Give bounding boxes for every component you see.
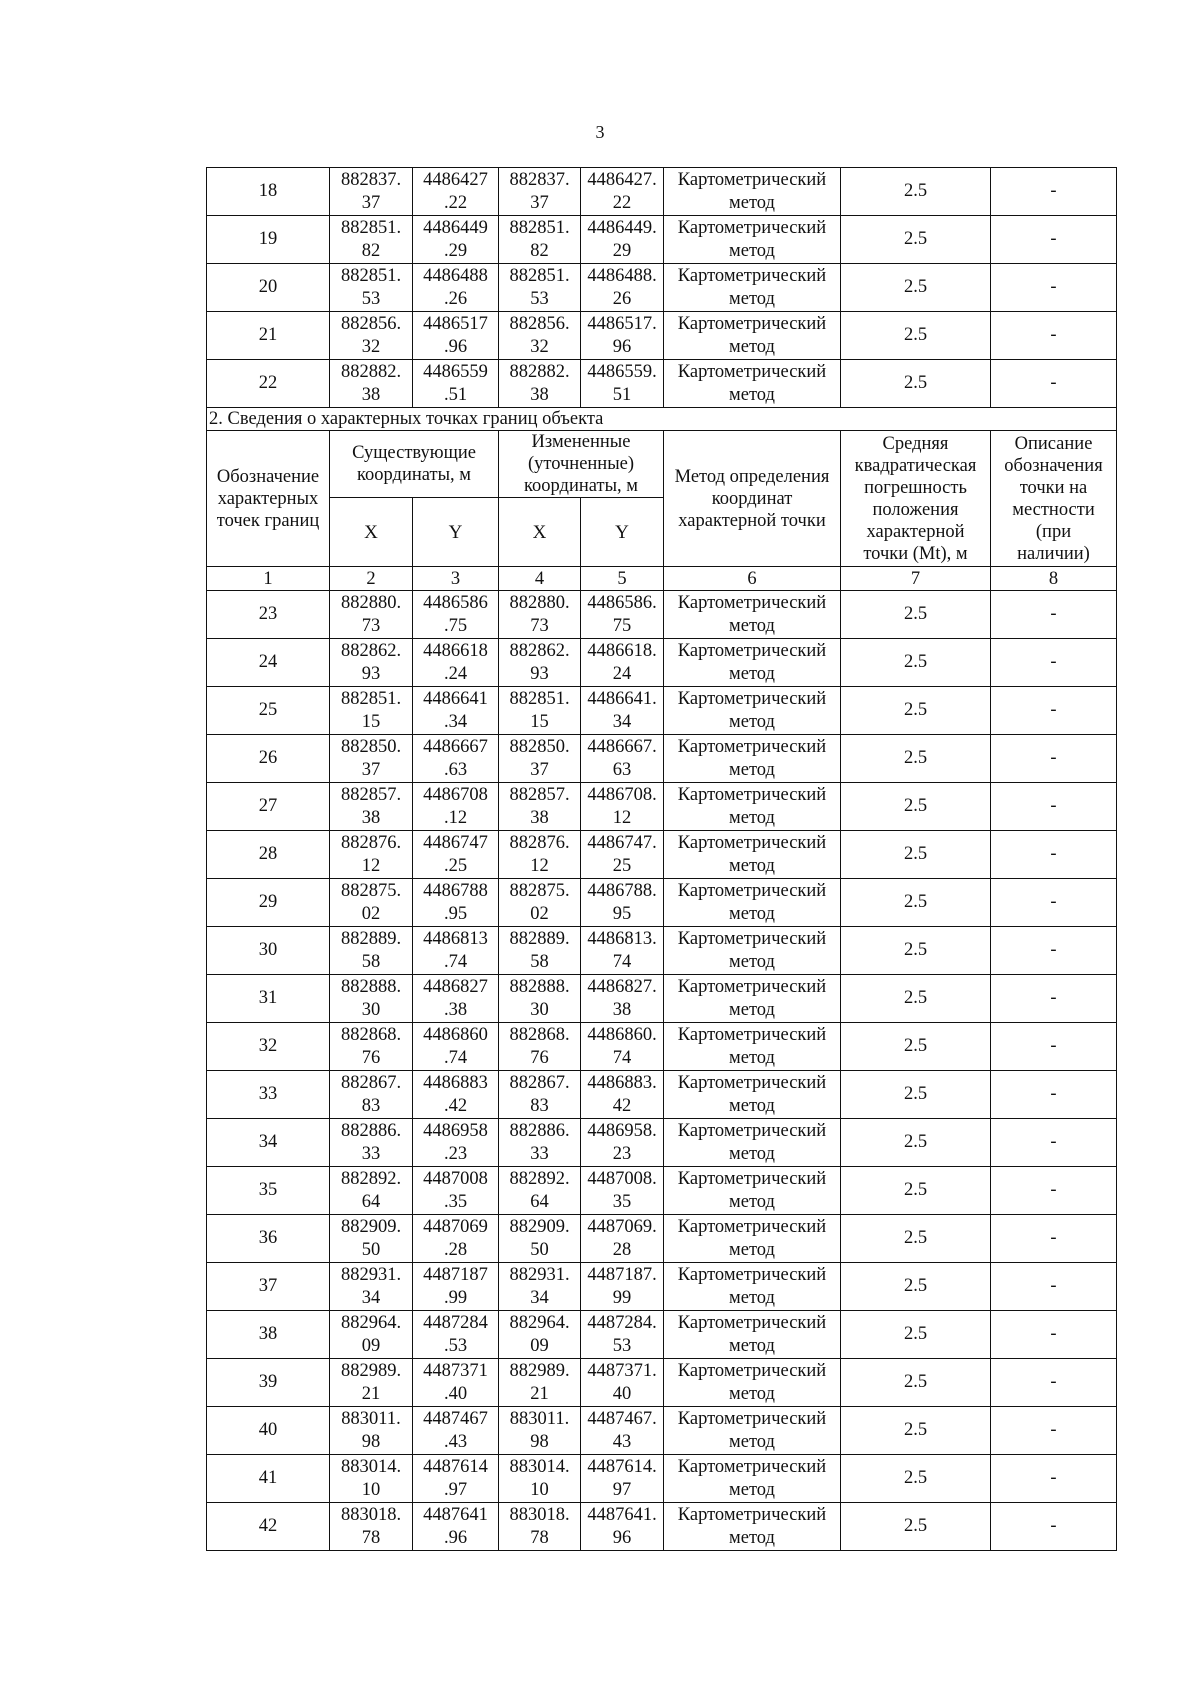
- method-cell: Картометрический метод: [664, 1215, 841, 1263]
- existing-x-cell: 882880. 73: [330, 591, 413, 639]
- column-number: 1: [207, 567, 330, 591]
- description-cell: -: [991, 360, 1117, 408]
- description-cell: -: [991, 1503, 1117, 1551]
- table-row: [207, 1023, 1117, 1071]
- existing-y-cell: 4487641 .96: [413, 1503, 499, 1551]
- existing-x-cell: 882964. 09: [330, 1311, 413, 1359]
- mt-cell: 2.5: [841, 1071, 991, 1119]
- existing-x-cell: 882867. 83: [330, 1071, 413, 1119]
- method-cell: Картометрический метод: [664, 975, 841, 1023]
- existing-x-cell: 882837. 37: [330, 168, 413, 216]
- changed-y-cell: 4486559. 51: [581, 360, 664, 408]
- method-cell: Картометрический метод: [664, 264, 841, 312]
- table-row: [207, 831, 1117, 879]
- header-mean-square-error: Средняя квадратическая погрешность положения характерной точки (Mt), м: [841, 431, 991, 567]
- changed-x-cell: 882867. 83: [499, 1071, 581, 1119]
- header-existing-coordinates: Существующие координаты, м: [330, 431, 499, 498]
- changed-x-cell: 883011. 98: [499, 1407, 581, 1455]
- existing-y-cell: 4487284 .53: [413, 1311, 499, 1359]
- existing-y-cell: 4486827 .38: [413, 975, 499, 1023]
- description-cell: -: [991, 927, 1117, 975]
- changed-y-cell: 4486958. 23: [581, 1119, 664, 1167]
- table-row: [207, 1359, 1117, 1407]
- header-changed-coordinates: Измененные (уточненные) координаты, м: [499, 431, 664, 498]
- existing-y-cell: 4486708 .12: [413, 783, 499, 831]
- method-cell: Картометрический метод: [664, 879, 841, 927]
- point-number: 28: [207, 831, 330, 879]
- changed-x-cell: 882888. 30: [499, 975, 581, 1023]
- existing-y-cell: 4486641 .34: [413, 687, 499, 735]
- description-cell: -: [991, 1311, 1117, 1359]
- description-cell: -: [991, 1455, 1117, 1503]
- point-number: 40: [207, 1407, 330, 1455]
- header-method: Метод определения координат характерной точки: [664, 431, 841, 567]
- changed-y-cell: 4487187. 99: [581, 1263, 664, 1311]
- existing-y-cell: 4487371 .40: [413, 1359, 499, 1407]
- table-row: [207, 687, 1117, 735]
- mt-cell: 2.5: [841, 1407, 991, 1455]
- mt-cell: 2.5: [841, 360, 991, 408]
- changed-x-cell: 882856. 32: [499, 312, 581, 360]
- existing-x-cell: 882882. 38: [330, 360, 413, 408]
- existing-x-cell: 882862. 93: [330, 639, 413, 687]
- changed-x-cell: 882909. 50: [499, 1215, 581, 1263]
- existing-y-cell: 4486860 .74: [413, 1023, 499, 1071]
- mt-cell: 2.5: [841, 1119, 991, 1167]
- table-row: [207, 1455, 1117, 1503]
- existing-x-cell: 882850. 37: [330, 735, 413, 783]
- table-row: [207, 783, 1117, 831]
- changed-x-cell: 883014. 10: [499, 1455, 581, 1503]
- boundary-points-table: [206, 167, 1117, 1551]
- existing-y-cell: 4486488 .26: [413, 264, 499, 312]
- method-cell: Картометрический метод: [664, 312, 841, 360]
- changed-x-cell: 882862. 93: [499, 639, 581, 687]
- point-number: 26: [207, 735, 330, 783]
- column-number: 7: [841, 567, 991, 591]
- mt-cell: 2.5: [841, 687, 991, 735]
- table-row: [207, 216, 1117, 264]
- boundary-rows-body: [207, 591, 1117, 1551]
- mt-cell: 2.5: [841, 1455, 991, 1503]
- mt-cell: 2.5: [841, 831, 991, 879]
- header-description: Описание обозначения точки на местности (при наличии): [991, 431, 1117, 567]
- table-row: [207, 360, 1117, 408]
- existing-x-cell: 882888. 30: [330, 975, 413, 1023]
- table-row: [207, 735, 1117, 783]
- changed-y-cell: 4486586. 75: [581, 591, 664, 639]
- changed-x-cell: 882931. 34: [499, 1263, 581, 1311]
- point-number: 42: [207, 1503, 330, 1551]
- changed-y-cell: 4487069. 28: [581, 1215, 664, 1263]
- header-changed-x: X: [499, 498, 581, 567]
- changed-x-cell: 882964. 09: [499, 1311, 581, 1359]
- method-cell: Картометрический метод: [664, 1359, 841, 1407]
- table-row: [207, 1167, 1117, 1215]
- changed-y-cell: 4486641. 34: [581, 687, 664, 735]
- existing-y-cell: 4486747 .25: [413, 831, 499, 879]
- point-number: 24: [207, 639, 330, 687]
- existing-y-cell: 4486618 .24: [413, 639, 499, 687]
- mt-cell: 2.5: [841, 1359, 991, 1407]
- page-number: 3: [595, 122, 605, 142]
- existing-x-cell: 882857. 38: [330, 783, 413, 831]
- mt-cell: 2.5: [841, 1263, 991, 1311]
- description-cell: -: [991, 1119, 1117, 1167]
- changed-x-cell: 882851. 53: [499, 264, 581, 312]
- method-cell: Картометрический метод: [664, 1455, 841, 1503]
- changed-y-cell: 4486618. 24: [581, 639, 664, 687]
- mt-cell: 2.5: [841, 735, 991, 783]
- changed-y-cell: 4487614. 97: [581, 1455, 664, 1503]
- point-number: 18: [207, 168, 330, 216]
- method-cell: Картометрический метод: [664, 1119, 841, 1167]
- changed-x-cell: 882857. 38: [499, 783, 581, 831]
- mt-cell: 2.5: [841, 264, 991, 312]
- changed-y-cell: 4487284. 53: [581, 1311, 664, 1359]
- description-cell: -: [991, 216, 1117, 264]
- description-cell: -: [991, 831, 1117, 879]
- changed-y-cell: 4487371. 40: [581, 1359, 664, 1407]
- point-number: 19: [207, 216, 330, 264]
- existing-y-cell: 4486449 .29: [413, 216, 499, 264]
- changed-y-cell: 4486813. 74: [581, 927, 664, 975]
- description-cell: -: [991, 1023, 1117, 1071]
- changed-y-cell: 4486427. 22: [581, 168, 664, 216]
- changed-x-cell: 882892. 64: [499, 1167, 581, 1215]
- mt-cell: 2.5: [841, 591, 991, 639]
- changed-x-cell: 882851. 15: [499, 687, 581, 735]
- changed-y-cell: 4486449. 29: [581, 216, 664, 264]
- method-cell: Картометрический метод: [664, 1407, 841, 1455]
- table-row: [207, 264, 1117, 312]
- existing-x-cell: 882909. 50: [330, 1215, 413, 1263]
- changed-y-cell: 4486883. 42: [581, 1071, 664, 1119]
- mt-cell: 2.5: [841, 1215, 991, 1263]
- existing-y-cell: 4487008 .35: [413, 1167, 499, 1215]
- existing-y-cell: 4487187 .99: [413, 1263, 499, 1311]
- changed-x-cell: 882882. 38: [499, 360, 581, 408]
- method-cell: Картометрический метод: [664, 783, 841, 831]
- existing-x-cell: 882851. 82: [330, 216, 413, 264]
- existing-y-cell: 4487467 .43: [413, 1407, 499, 1455]
- changed-y-cell: 4486860. 74: [581, 1023, 664, 1071]
- method-cell: Картометрический метод: [664, 1263, 841, 1311]
- existing-y-cell: 4486586 .75: [413, 591, 499, 639]
- changed-y-cell: 4487467. 43: [581, 1407, 664, 1455]
- changed-x-cell: 882989. 21: [499, 1359, 581, 1407]
- table-row: [207, 168, 1117, 216]
- point-number: 39: [207, 1359, 330, 1407]
- mt-cell: 2.5: [841, 639, 991, 687]
- table-row: [207, 591, 1117, 639]
- changed-x-cell: 882880. 73: [499, 591, 581, 639]
- description-cell: -: [991, 783, 1117, 831]
- description-cell: -: [991, 639, 1117, 687]
- table-row: [207, 1407, 1117, 1455]
- changed-x-cell: 882837. 37: [499, 168, 581, 216]
- point-number: 36: [207, 1215, 330, 1263]
- point-number: 25: [207, 687, 330, 735]
- changed-y-cell: 4486517. 96: [581, 312, 664, 360]
- existing-x-cell: 882851. 15: [330, 687, 413, 735]
- changed-y-cell: 4486488. 26: [581, 264, 664, 312]
- method-cell: Картометрический метод: [664, 927, 841, 975]
- method-cell: Картометрический метод: [664, 1503, 841, 1551]
- section-title: 2. Сведения о характерных точках границ объекта: [207, 408, 1117, 431]
- changed-y-cell: 4486667. 63: [581, 735, 664, 783]
- point-number: 30: [207, 927, 330, 975]
- mt-cell: 2.5: [841, 927, 991, 975]
- mt-cell: 2.5: [841, 1167, 991, 1215]
- table-row: [207, 1263, 1117, 1311]
- mt-cell: 2.5: [841, 312, 991, 360]
- header-changed-y: Y: [581, 498, 664, 567]
- method-cell: Картометрический метод: [664, 1311, 841, 1359]
- point-number: 38: [207, 1311, 330, 1359]
- table-row: [207, 1119, 1117, 1167]
- existing-x-cell: 882851. 53: [330, 264, 413, 312]
- existing-y-cell: 4486813 .74: [413, 927, 499, 975]
- description-cell: -: [991, 975, 1117, 1023]
- method-cell: Картометрический метод: [664, 168, 841, 216]
- point-number: 29: [207, 879, 330, 927]
- point-number: 41: [207, 1455, 330, 1503]
- point-number: 23: [207, 591, 330, 639]
- table-row: [207, 1215, 1117, 1263]
- table-row: [207, 312, 1117, 360]
- method-cell: Картометрический метод: [664, 1167, 841, 1215]
- existing-x-cell: 883018. 78: [330, 1503, 413, 1551]
- table-row: [207, 927, 1117, 975]
- changed-x-cell: 882886. 33: [499, 1119, 581, 1167]
- description-cell: -: [991, 1071, 1117, 1119]
- point-number: 32: [207, 1023, 330, 1071]
- existing-x-cell: 883011. 98: [330, 1407, 413, 1455]
- point-number: 20: [207, 264, 330, 312]
- method-cell: Картометрический метод: [664, 216, 841, 264]
- changed-x-cell: 882876. 12: [499, 831, 581, 879]
- existing-y-cell: 4486427 .22: [413, 168, 499, 216]
- description-cell: -: [991, 168, 1117, 216]
- point-number: 21: [207, 312, 330, 360]
- changed-x-cell: 882875. 02: [499, 879, 581, 927]
- mt-cell: 2.5: [841, 783, 991, 831]
- changed-y-cell: 4487641. 96: [581, 1503, 664, 1551]
- point-number: 35: [207, 1167, 330, 1215]
- existing-x-cell: 882886. 33: [330, 1119, 413, 1167]
- description-cell: -: [991, 1215, 1117, 1263]
- existing-x-cell: 883014. 10: [330, 1455, 413, 1503]
- existing-x-cell: 882889. 58: [330, 927, 413, 975]
- section-header: [207, 408, 1117, 591]
- description-cell: -: [991, 264, 1117, 312]
- mt-cell: 2.5: [841, 1023, 991, 1071]
- changed-x-cell: 882851. 82: [499, 216, 581, 264]
- existing-x-cell: 882876. 12: [330, 831, 413, 879]
- table-row: [207, 639, 1117, 687]
- description-cell: -: [991, 1407, 1117, 1455]
- existing-y-cell: 4486517 .96: [413, 312, 499, 360]
- method-cell: Картометрический метод: [664, 831, 841, 879]
- changed-y-cell: 4486827. 38: [581, 975, 664, 1023]
- table-row: [207, 879, 1117, 927]
- top-rows-body: [207, 168, 1117, 408]
- table-row: [207, 1503, 1117, 1551]
- column-number: 6: [664, 567, 841, 591]
- table-row: [207, 1311, 1117, 1359]
- column-number: 5: [581, 567, 664, 591]
- mt-cell: 2.5: [841, 216, 991, 264]
- existing-x-cell: 882892. 64: [330, 1167, 413, 1215]
- description-cell: -: [991, 1359, 1117, 1407]
- existing-y-cell: 4486788 .95: [413, 879, 499, 927]
- table-row: [207, 1071, 1117, 1119]
- point-number: 34: [207, 1119, 330, 1167]
- description-cell: -: [991, 735, 1117, 783]
- existing-y-cell: 4487069 .28: [413, 1215, 499, 1263]
- method-cell: Картометрический метод: [664, 1071, 841, 1119]
- description-cell: -: [991, 312, 1117, 360]
- changed-y-cell: 4486788. 95: [581, 879, 664, 927]
- header-existing-y: Y: [413, 498, 499, 567]
- column-number: 4: [499, 567, 581, 591]
- existing-y-cell: 4486559 .51: [413, 360, 499, 408]
- existing-y-cell: 4487614 .97: [413, 1455, 499, 1503]
- changed-x-cell: 882850. 37: [499, 735, 581, 783]
- column-number: 2: [330, 567, 413, 591]
- table-row: [207, 975, 1117, 1023]
- mt-cell: 2.5: [841, 168, 991, 216]
- existing-x-cell: 882989. 21: [330, 1359, 413, 1407]
- changed-x-cell: 883018. 78: [499, 1503, 581, 1551]
- existing-x-cell: 882931. 34: [330, 1263, 413, 1311]
- changed-y-cell: 4486747. 25: [581, 831, 664, 879]
- header-point-designation: Обозначение характерных точек границ: [207, 431, 330, 567]
- existing-y-cell: 4486883 .42: [413, 1071, 499, 1119]
- method-cell: Картометрический метод: [664, 687, 841, 735]
- method-cell: Картометрический метод: [664, 360, 841, 408]
- point-number: 37: [207, 1263, 330, 1311]
- point-number: 31: [207, 975, 330, 1023]
- method-cell: Картометрический метод: [664, 1023, 841, 1071]
- method-cell: Картометрический метод: [664, 591, 841, 639]
- existing-x-cell: 882875. 02: [330, 879, 413, 927]
- column-number: 8: [991, 567, 1117, 591]
- point-number: 27: [207, 783, 330, 831]
- method-cell: Картометрический метод: [664, 735, 841, 783]
- existing-x-cell: 882868. 76: [330, 1023, 413, 1071]
- changed-x-cell: 882889. 58: [499, 927, 581, 975]
- description-cell: -: [991, 879, 1117, 927]
- mt-cell: 2.5: [841, 1311, 991, 1359]
- mt-cell: 2.5: [841, 879, 991, 927]
- changed-x-cell: 882868. 76: [499, 1023, 581, 1071]
- existing-y-cell: 4486667 .63: [413, 735, 499, 783]
- description-cell: -: [991, 1263, 1117, 1311]
- point-number: 22: [207, 360, 330, 408]
- changed-y-cell: 4487008. 35: [581, 1167, 664, 1215]
- mt-cell: 2.5: [841, 975, 991, 1023]
- existing-x-cell: 882856. 32: [330, 312, 413, 360]
- method-cell: Картометрический метод: [664, 639, 841, 687]
- changed-y-cell: 4486708. 12: [581, 783, 664, 831]
- column-number: 3: [413, 567, 499, 591]
- existing-y-cell: 4486958 .23: [413, 1119, 499, 1167]
- header-existing-x: X: [330, 498, 413, 567]
- description-cell: -: [991, 687, 1117, 735]
- mt-cell: 2.5: [841, 1503, 991, 1551]
- point-number: 33: [207, 1071, 330, 1119]
- description-cell: -: [991, 591, 1117, 639]
- description-cell: -: [991, 1167, 1117, 1215]
